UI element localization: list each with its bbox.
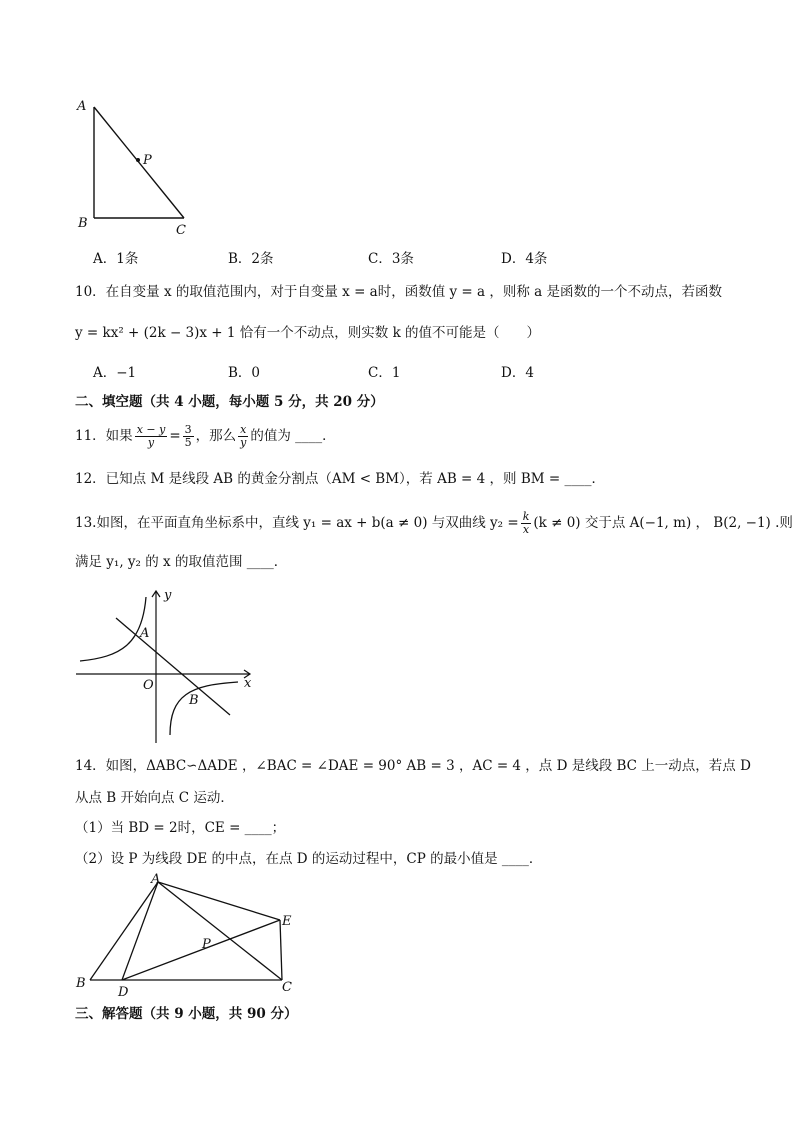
- q11-fraction-2: $\frac{3}{5}$: [184, 423, 192, 449]
- quad-label-C: C: [282, 980, 292, 995]
- q10-line2: y = kx² + (2k − 3)x + 1 恰有一个不动点，则实数 k 的值不可能是（ ）: [75, 325, 541, 341]
- q14-part2: （2）设 P 为线段 DE 的中点，在点 D 的运动过程中，CP 的最小值是 ____．: [75, 851, 543, 867]
- quad-label-A: A: [151, 872, 161, 887]
- q9-option-b: B．2条: [228, 251, 274, 267]
- q10-option-d: D．4: [501, 365, 534, 381]
- origin-label: O: [143, 678, 154, 693]
- q13-line1: 13.如图，在平面直角坐标系中，直线 y₁ = ax + b(a ≠ 0) 与双曲线 y₂ = $\frac{k}{x}$ (k ≠ 0) 交于点 A(−1, m) ， B(2, −1) .则: [75, 510, 793, 536]
- q14-line2: 从点 B 开始向点 C 运动．: [75, 790, 234, 806]
- section-heading-fill-in: 二、填空题（共 4 小题，每小题 5 分，共 20 分）: [75, 394, 384, 410]
- triangle-figure: [70, 95, 200, 240]
- q11-fraction-1: $\frac{x - y}{y}$: [136, 423, 166, 449]
- q13-line2: 满足 y₁, y₂ 的 x 的取值范围 ____．: [75, 554, 288, 570]
- q11-suffix: 的值为 ____．: [250, 428, 336, 444]
- q11-mid: ，那么: [195, 428, 237, 444]
- q11-fraction-3: $\frac{x}{y}$: [240, 423, 247, 449]
- q10-line1: 10．在自变量 x 的取值范围内，对于自变量 x = a时，函数值 y = a ，则称 a 是函数的一个不动点，若函数: [75, 284, 723, 300]
- label-C: C: [176, 223, 186, 238]
- q10-option-b: B．0: [228, 365, 261, 381]
- section-heading-solutions: 三、解答题（共 9 小题，共 90 分）: [75, 1006, 298, 1022]
- point-A-label: A: [140, 626, 150, 641]
- axis-y-label: y: [164, 588, 172, 603]
- point-B-label: B: [189, 693, 199, 708]
- q9-option-d: D．4条: [501, 251, 548, 267]
- q13-fraction: $\frac{k}{x}$: [522, 510, 530, 536]
- label-B: B: [78, 216, 88, 231]
- coordinate-figure: [70, 585, 270, 745]
- q11-prefix: 11．如果: [75, 428, 133, 444]
- q14-part1: （1）当 BD = 2时，CE = ____；: [75, 820, 286, 836]
- q9-option-c: C．3条: [368, 251, 414, 267]
- label-A: A: [77, 99, 87, 114]
- quad-label-P: P: [202, 937, 211, 952]
- quad-label-D: D: [118, 985, 129, 1000]
- q10-option-c: C．1: [368, 365, 401, 381]
- q14-line1: 14．如图，ΔABC∽ΔADE ，∠BAC = ∠DAE = 90° AB = 3 ，AC = 4 ，点 D 是线段 BC 上一动点，若点 D: [75, 758, 751, 774]
- quad-label-E: E: [282, 914, 292, 929]
- quadrilateral-figure: [70, 870, 300, 1000]
- label-P: P: [143, 153, 152, 168]
- q9-option-a: A．1条: [93, 251, 139, 267]
- quad-label-B: B: [76, 976, 86, 991]
- q12: 12．已知点 M 是线段 AB 的黄金分割点（AM < BM），若 AB = 4 ，则 BM = ____．: [75, 471, 605, 487]
- q11: 11．如果 $\frac{x - y}{y}$ = $\frac{3}{5}$ ，那么 $\frac{x}{y}$ 的值为 ____．: [75, 423, 336, 449]
- axis-x-label: x: [244, 676, 252, 691]
- q10-option-a: A．−1: [93, 365, 137, 381]
